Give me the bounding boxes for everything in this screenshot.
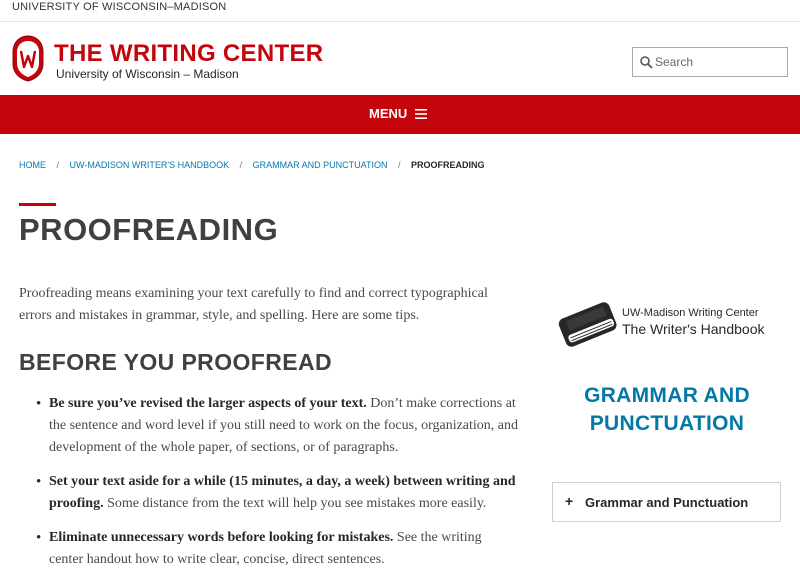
breadcrumb-current: PROOFREADING	[411, 160, 485, 170]
university-link[interactable]: UNIVERSITY OF WISCONSIN–MADISON	[12, 1, 227, 13]
search-icon	[640, 56, 653, 69]
breadcrumb-separator: /	[239, 160, 243, 170]
accordion-label: Grammar and Punctuation	[585, 495, 749, 510]
sidebar-section-heading	[552, 382, 782, 438]
tip-text: See the writing center handout how to write clear, concise, direct sentences.	[49, 530, 482, 567]
site-subtitle: University of Wisconsin – Madison	[56, 67, 239, 81]
breadcrumb-handbook[interactable]: UW-MADISON WRITER'S HANDBOOK	[69, 160, 230, 170]
list-item	[49, 393, 519, 459]
list-item	[49, 527, 519, 571]
menu-button[interactable]	[369, 106, 427, 121]
sidebar-heading-line-2: PUNCTUATION	[589, 412, 745, 435]
search-input[interactable]	[655, 52, 781, 72]
breadcrumb-separator: /	[398, 160, 401, 170]
breadcrumb	[19, 160, 485, 170]
tip-bold: Be sure you’ve revised the larger aspects of your text.	[49, 396, 367, 411]
book-icon	[552, 290, 620, 356]
tip-bold: Set your text aside for a while (15 minutes, a day, a week) between writing and proofing.	[49, 474, 516, 511]
search-box[interactable]	[632, 47, 788, 77]
list-item	[49, 471, 519, 515]
sidebar-heading-line-1: GRAMMAR AND	[584, 384, 750, 407]
hamburger-icon	[415, 109, 427, 119]
site-header	[0, 22, 800, 95]
writers-handbook-logo[interactable]	[552, 290, 782, 356]
tip-text: Don’t make corrections at the sentence and word level if you still need to work on the focus, organization, and development of the whole paper, of sections, or of paragraphs.	[49, 396, 518, 455]
uw-crest-icon[interactable]	[11, 34, 45, 82]
handbook-line-2: The Writer's Handbook	[622, 321, 765, 337]
university-topbar	[0, 0, 800, 22]
plus-icon: +	[565, 493, 574, 509]
tip-text: Some distance from the text will help you see mistakes more easily.	[103, 496, 487, 511]
section-heading: BEFORE YOU PROOFREAD	[19, 349, 332, 375]
handbook-line-1: UW-Madison Writing Center	[622, 307, 759, 319]
tip-bold: Eliminate unnecessary words before looking for mistakes.	[49, 530, 394, 545]
intro-paragraph: Proofreading means examining your text carefully to find and correct typographical errors and mistakes in grammar, style, and spelling. Here are some tips.	[19, 286, 488, 323]
menu-label: MENU	[369, 106, 408, 121]
main-menu-bar	[0, 95, 800, 134]
tips-list	[49, 393, 519, 583]
title-accent-rule	[19, 203, 56, 206]
breadcrumb-home[interactable]: HOME	[19, 160, 46, 170]
site-title[interactable]: THE WRITING CENTER	[54, 40, 324, 67]
breadcrumb-separator: /	[56, 160, 60, 170]
breadcrumb-grammar[interactable]: GRAMMAR AND PUNCTUATION	[252, 160, 388, 170]
page-title: PROOFREADING	[19, 212, 279, 247]
grammar-accordion[interactable]	[552, 482, 781, 522]
